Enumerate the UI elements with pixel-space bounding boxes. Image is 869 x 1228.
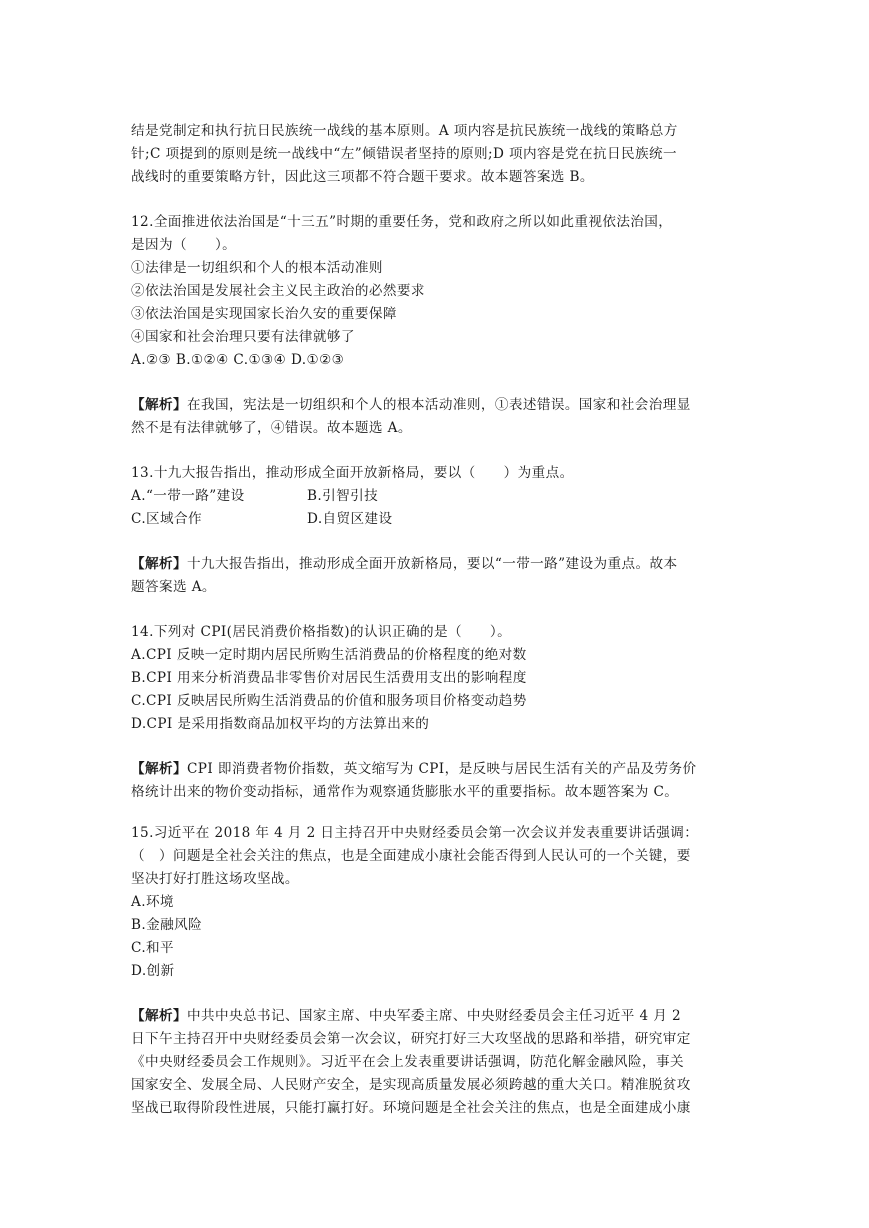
text-line: 结是党制定和执行抗日民族统一战线的基本原则。A 项内容是抗民族统一战线的策略总方 xyxy=(131,123,678,139)
question-12 xyxy=(131,211,741,440)
options-row xyxy=(131,485,741,508)
analysis-line: 《中央财经委员会工作规则》。习近平在会上发表重要讲话强调，防范化解金融风险，事关 xyxy=(131,1054,684,1070)
question-stem: （ ）问题是全社会关注的焦点，也是全面建成小康社会能否得到人民认可的一个关键，要 xyxy=(131,848,691,864)
analysis-line: 【解析】在我国，宪法是一切组织和个人的根本活动准则，①表述错误。国家和社会治理显 xyxy=(131,397,691,413)
question-stem: 15.习近平在 2018 年 4 月 2 日主持召开中央财经委员会第一次会议并发表重要讲话强调： xyxy=(131,825,699,841)
question-14 xyxy=(131,621,741,804)
question-15 xyxy=(131,822,741,1120)
analysis-line: 【解析】CPI 即消费者物价指数，英文缩写为 CPI，是反映与居民生活有关的产品及劳务价 xyxy=(131,761,697,777)
question-stem: 是因为（ ）。 xyxy=(131,237,237,253)
text-line: 针;C 项提到的原则是统一战线中“左”倾错误者坚持的原则;D 项内容是党在抗日民族统一 xyxy=(131,146,677,162)
option-c: C.CPI 反映居民所购生活消费品的价值和服务项目价格变动趋势 xyxy=(131,693,527,709)
answer-options: A.②③ B.①②④ C.①③④ D.①②③ xyxy=(131,352,345,368)
statement-item: ①法律是一切组织和个人的根本活动准则 xyxy=(131,260,383,276)
analysis-tag: 【解析】 xyxy=(131,556,187,572)
statement-item: ④国家和社会治理只要有法律就够了 xyxy=(131,329,355,345)
analysis-line: 题答案选 A。 xyxy=(131,579,216,595)
options-row xyxy=(131,508,741,531)
question-13 xyxy=(131,462,741,599)
document-page xyxy=(131,120,741,1120)
statement-item: ②依法治国是发展社会主义民主政治的必然要求 xyxy=(131,283,425,299)
option-d: D.创新 xyxy=(131,963,175,979)
text-line: 战线时的重要策略方针，因此这三项都不符合题干要求。故本题答案选 B。 xyxy=(131,169,594,185)
option-b: B.金融风险 xyxy=(131,917,203,933)
analysis-block xyxy=(131,553,741,599)
option-d: D.CPI 是采用指数商品加权平均的方法算出来的 xyxy=(131,716,430,732)
previous-answer-continuation xyxy=(131,120,741,189)
analysis-block xyxy=(131,758,741,804)
analysis-line: 国家安全、发展全局、人民财产安全，是实现高质量发展必须跨越的重大关口。精准脱贫攻 xyxy=(131,1077,691,1093)
option-b: B.引智引技 xyxy=(307,488,379,504)
analysis-line: 【解析】中共中央总书记、国家主席、中央军委主席、中央财经委员会主任习近平 4 月 2 xyxy=(131,1008,682,1024)
question-stem: 坚决打好打胜这场攻坚战。 xyxy=(131,871,299,887)
analysis-line: 格统计出来的物价变动指标，通常作为观察通货膨胀水平的重要指标。故本题答案为 C。 xyxy=(131,784,679,800)
analysis-line: 然不是有法律就够了，④错误。故本题选 A。 xyxy=(131,420,412,436)
analysis-tag: 【解析】 xyxy=(131,1008,187,1024)
analysis-line: 【解析】十九大报告指出，推动形成全面开放新格局，要以“一带一路”建设为重点。故本 xyxy=(131,556,678,572)
option-d: D.自贸区建设 xyxy=(307,511,393,527)
option-a: A.CPI 反映一定时期内居民所购生活消费品的价格程度的绝对数 xyxy=(131,647,527,663)
analysis-tag: 【解析】 xyxy=(131,397,187,413)
question-stem: 14.下列对 CPI(居民消费价格指数)的认识正确的是（ ）。 xyxy=(131,624,512,640)
option-a: A.环境 xyxy=(131,894,174,910)
question-stem: 13.十九大报告指出，推动形成全面开放新格局，要以（ ）为重点。 xyxy=(131,465,574,481)
analysis-block xyxy=(131,394,741,440)
analysis-line: 坚战已取得阶段性进展，只能打赢打好。环境问题是全社会关注的焦点，也是全面建成小康 xyxy=(131,1100,691,1116)
option-b: B.CPI 用来分析消费品非零售价对居民生活费用支出的影响程度 xyxy=(131,670,527,686)
analysis-block xyxy=(131,1005,741,1120)
statement-item: ③依法治国是实现国家长治久安的重要保障 xyxy=(131,306,397,322)
option-a: A.“一带一路”建设 xyxy=(131,488,245,504)
question-stem: 12.全面推进依法治国是“十三五”时期的重要任务，党和政府之所以如此重视依法治国， xyxy=(131,214,673,230)
option-c: C.区域合作 xyxy=(131,511,203,527)
analysis-tag: 【解析】 xyxy=(131,761,187,777)
analysis-line: 日下午主持召开中央财经委员会第一次会议，研究打好三大攻坚战的思路和举措，研究审定 xyxy=(131,1031,691,1047)
option-c: C.和平 xyxy=(131,940,175,956)
